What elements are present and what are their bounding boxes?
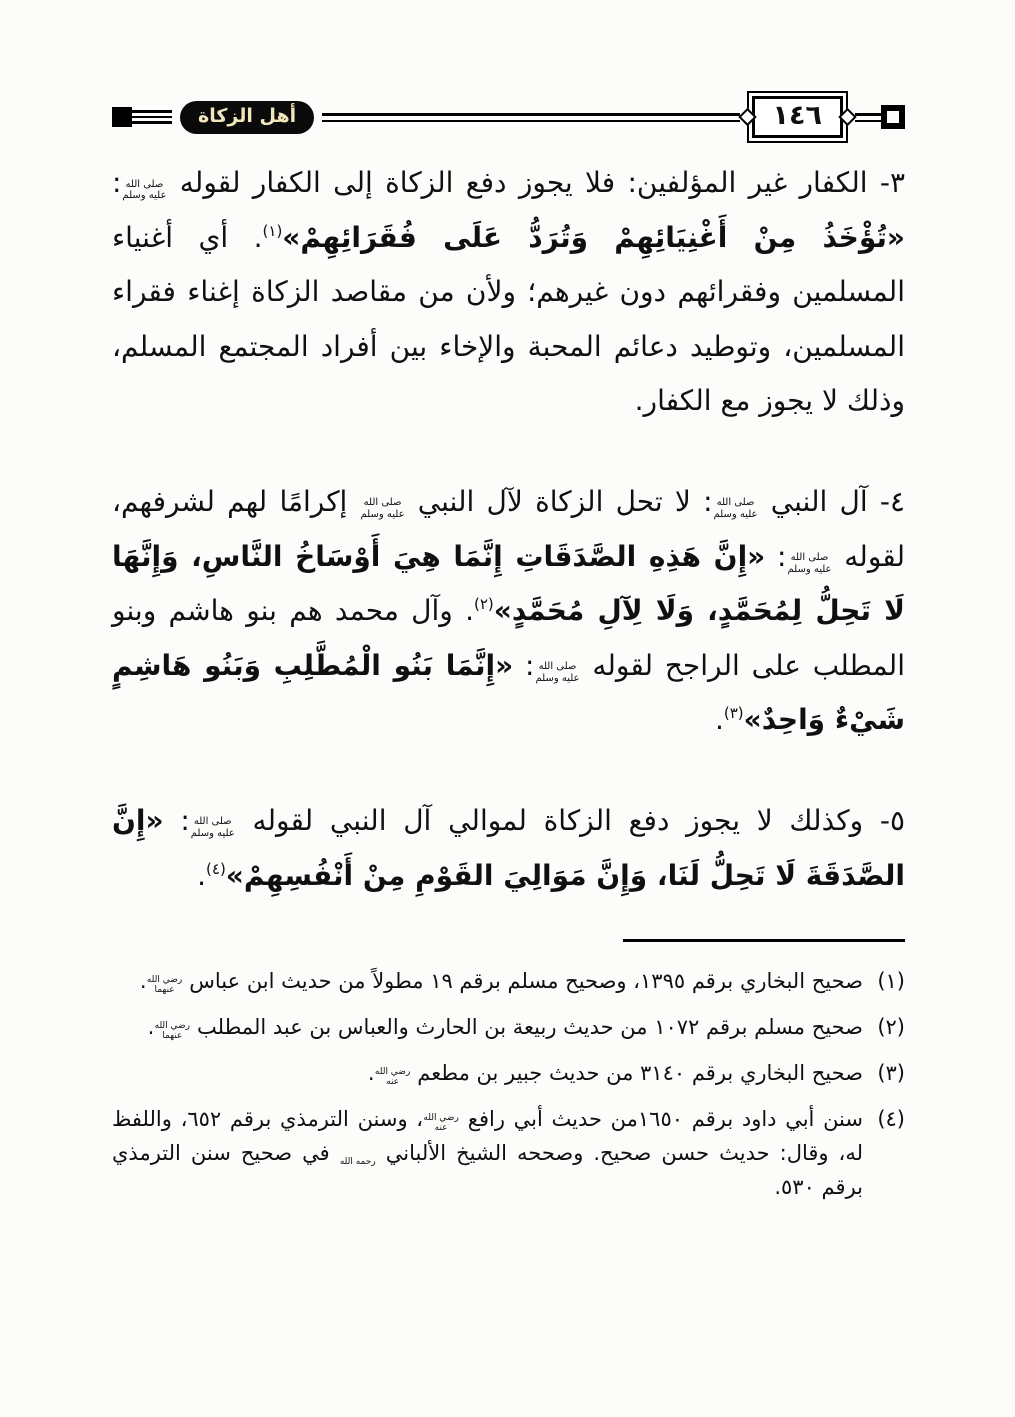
footnote-1-text: صحيح البخاري برقم ١٣٩٥، وصحيح مسلم برقم ١٩ مطولاً من حديث ابن عباس: [182, 969, 863, 994]
hadith-quote-4: «إِنَّ الصَّدَقَةَ لَا تَحِلُّ لَنَا، وَإِنَّ مَوَالِيَ القَوْمِ مِنْ أَنْفُسِهِمْ»: [112, 803, 905, 892]
hadith-quote-3: «إِنَّمَا بَنُو الْمُطَّلِبِ وَبَنُو هَاشِمٍ شَيْءٌ وَاحِدٌ»: [112, 648, 905, 737]
honorific-radiallahu-anhu: رضي الله عنه: [374, 1067, 411, 1088]
footnote-3: [112, 1056, 905, 1090]
honorific-saw: صلى الله عليه وسلم: [360, 497, 405, 520]
header-rule-main: [322, 113, 739, 122]
honorific-radiallahu-anhuma: رضي الله عنهما: [154, 1021, 191, 1042]
page-header: [112, 94, 905, 140]
paragraph-3-text: ٣- الكفار غير المؤلفين: فلا يجوز دفع الزكاة إلى الكفار لقوله: [167, 166, 905, 199]
hadith-quote-1: «تُؤْخَذُ مِنْ أَغْنِيَائِهِمْ وَتُرَدُّ عَلَى فُقَرَائِهِمْ»: [282, 220, 905, 254]
footnote-2-text: صحيح مسلم برقم ١٠٧٢ من حديث ربيعة بن الحارث والعباس بن عبد المطلب: [190, 1015, 863, 1040]
footnote-1: [112, 964, 905, 998]
footnote-4-marker: (٤): [877, 1107, 905, 1132]
honorific-radiallahu-anhuma: رضي الله عنهما: [146, 975, 183, 996]
footnote-4-text: ، وسنن الترمذي برقم ٦٥٢، واللفظ له، وقال: حديث حسن صحيح. وصححه الشيخ الألباني: [112, 1107, 863, 1166]
page-number: ١٤٦: [772, 99, 822, 131]
paragraph-4-text: : لا تحل الزكاة لآل النبي: [405, 484, 713, 518]
footnotes-section: [112, 964, 905, 1204]
paragraph-5: [112, 794, 905, 903]
footnote-1-marker: (١): [877, 969, 905, 994]
honorific-saw: صلى الله عليه وسلم: [713, 497, 758, 520]
chapter-title: أهل الزكاة: [180, 101, 314, 134]
paragraph-3-text: . أي أغنياء المسلمين وفقرائهم دون غيرهم؛ ولأن من مقاصد الزكاة إغناء فقراء المسلمين، وتوطيد دعائم المحبة والإخاء بين أفراد المجتمع المسلم، وذلك لا يجوز مع الكفار.: [112, 220, 905, 418]
footnote-ref-3: (٣): [723, 704, 744, 723]
honorific-saw: صلى الله عليه وسلم: [535, 661, 580, 684]
paragraph-5-text: ٥- وكذلك لا يجوز دفع الزكاة لموالي آل النبي لقوله: [235, 803, 905, 837]
footnote-4: [112, 1102, 905, 1204]
paragraph-3: [112, 156, 905, 429]
footnote-ref-1: (١): [262, 221, 283, 240]
paragraph-3-text: :: [112, 166, 122, 199]
footnote-4-text: سنن أبي داود برقم ١٦٥٠من حديث أبي رافع: [459, 1107, 863, 1132]
footnote-3-marker: (٣): [877, 1061, 905, 1086]
paragraph-5-text: :: [163, 803, 190, 837]
paragraph-4-text: :: [513, 648, 535, 682]
paragraph-4-text: إكرامًا لهم لشرفهم، لقوله: [112, 484, 905, 573]
footnote-2: [112, 1010, 905, 1044]
header-rule-right: [855, 113, 881, 122]
paragraph-4-text: ٤- آل النبي: [758, 484, 906, 518]
honorific-saw: صلى الله عليه وسلم: [122, 178, 167, 201]
footnote-separator: [623, 939, 905, 942]
header-left-square-ornament-icon: [112, 107, 132, 127]
paragraph-4: [112, 475, 905, 748]
footnote-ref-2: (٢): [473, 595, 494, 614]
footnote-4-text: في صحيح سنن الترمذي برقم ٥٣٠.: [112, 1141, 863, 1200]
paragraph-5-text: .: [197, 858, 207, 892]
footnote-2-text: .: [147, 1015, 155, 1040]
footnote-ref-4: (٤): [206, 859, 226, 878]
hadith-quote-2: «إِنَّ هَذِهِ الصَّدَقَاتِ إِنَّمَا هِيَ أَوْسَاخُ النَّاسِ، وَإِنَّهَا لَا تَحِلُّ لِمُحَمَّدٍ، وَلَا لِآلِ مُحَمَّدٍ»: [112, 539, 905, 628]
footnote-3-text: صحيح البخاري برقم ٣١٤٠ من حديث جبير بن مطعم: [410, 1061, 863, 1086]
honorific-saw: صلى الله عليه وسلم: [787, 552, 832, 575]
page-number-frame: [752, 96, 843, 138]
honorific-saw: صلى الله عليه وسلم: [190, 816, 235, 839]
footnote-2-marker: (٢): [877, 1015, 905, 1040]
paragraph-4-text: :: [765, 539, 787, 573]
header-connector-lines: [132, 110, 172, 124]
paragraph-4-text: . وآل محمد هم بنو هاشم وبنو المطلب على الراجح لقوله: [112, 594, 905, 682]
header-right-square-ornament-icon: [881, 105, 905, 129]
body-text: [112, 156, 905, 903]
honorific-rahimahullah: رحمه الله: [339, 1157, 376, 1168]
honorific-radiallahu-anhu: رضي الله عنه: [423, 1113, 459, 1134]
footnote-3-text: .: [367, 1061, 375, 1086]
footnote-1-text: .: [139, 969, 147, 994]
paragraph-4-text: .: [714, 703, 724, 737]
